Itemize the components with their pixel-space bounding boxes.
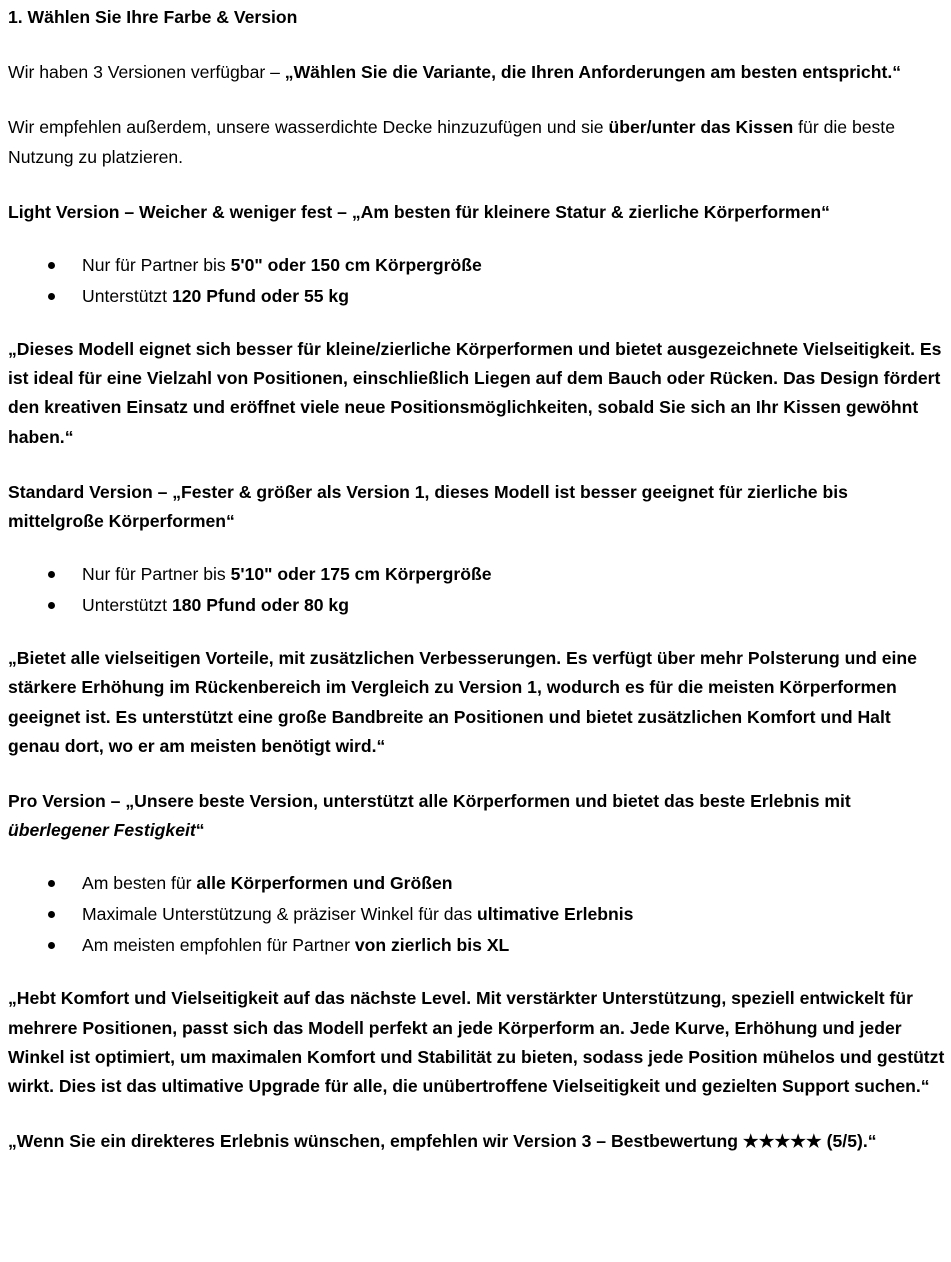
bold-text: 5'10" oder 175 cm Körpergröße (230, 564, 492, 585)
bold-text: 120 Pfund oder 55 kg (171, 286, 349, 307)
bold-text: „Dieses Modell eignet sich besser für kleine/zierliche Körperformen und bietet ausgezeichnete Vielseitigkeit. Es ist ideal für eine Vielzahl von Positionen, einschließlich Liegen auf dem Bauch oder Rücken. Das Design fördert den kreativen Einsatz und eröffnet viele neue Positionsmöglichkeiten, sobald Sie sich an Ihr Kissen gewöhnt haben.“ (8, 339, 942, 447)
bold-text: von zierlich bis XL (354, 935, 510, 956)
text-run: Unterstützt (82, 595, 172, 616)
list-item (82, 899, 945, 930)
bold-text: „Bietet alle vielseitigen Vorteile, mit zusätzlichen Verbesserungen. Es verfügt über mehr Polsterung und eine stärkere Erhöhung im Rückenbereich im Vergleich zu Version 1, wodurch es für die meisten Körperformen geeignet ist. Es unterstützt eine große Bandbreite an Positionen und bietet zusätzlichen Komfort und Halt genau dort, wo er am meisten benötigt wird.“ (8, 648, 917, 756)
paragraph (8, 478, 945, 536)
bold-text: alle Körperformen und Größen (196, 873, 453, 894)
paragraph (8, 984, 945, 1101)
bullet-list (8, 250, 945, 312)
list-item (82, 281, 945, 312)
paragraph (8, 335, 945, 452)
bold-text: überlegener Festigkeit (8, 820, 196, 841)
paragraph (8, 1127, 945, 1156)
list-item (82, 559, 945, 590)
text-run: Unterstützt (82, 286, 172, 307)
text-run: für die beste Nutzung zu platzieren. (8, 117, 895, 167)
text-run: Maximale Unterstützung & präziser Winkel für das (82, 904, 478, 925)
bold-text: „Hebt Komfort und Vielseitigkeit auf das nächste Level. Mit verstärkter Unterstützung, speziell entwickelt für mehrere Positionen, passt sich das Modell perfekt an jede Körperform an. Jede Kurve, Erhöhung und jeder Winkel ist optimiert, um maximalen Komfort und Stabilität zu bieten, sodass jede Position mühelos und gestützt wirkt. Dies ist das ultimative Upgrade für alle, die unübertroffene Vielseitigkeit und gezielten Support suchen.“ (8, 988, 945, 1097)
bold-text: Standard Version – „Fester & größer als Version 1, dieses Modell ist besser geeignet für zierliche bis mittelgroße Körperformen“ (8, 481, 848, 532)
list-item (82, 590, 945, 621)
list-item (82, 930, 945, 961)
list-item (82, 250, 945, 281)
bold-text: „Wenn Sie ein direkteres Erlebnis wünschen, empfehlen wir Version 3 – Bestbewertung ★★★★★ (5/5).“ (8, 1131, 877, 1152)
paragraph (8, 198, 945, 227)
bullet-list (8, 559, 945, 621)
paragraph (8, 58, 945, 87)
bold-text: Pro Version – „Unsere beste Version, unterstützt alle Körperformen und bietet das beste Erlebnis mit (8, 791, 851, 812)
text-run: Wir haben 3 Versionen verfügbar – (8, 62, 285, 83)
bold-text: 5'0" oder 150 cm Körpergröße (230, 255, 482, 276)
bold-text: 180 Pfund oder 80 kg (171, 595, 349, 616)
text-run: Wir empfehlen außerdem, unsere wasserdichte Decke hinzuzufügen und sie (8, 117, 609, 138)
bold-text: über/unter das Kissen (608, 117, 794, 138)
bold-text: 1. Wählen Sie Ihre Farbe & Version (8, 7, 298, 27)
section-heading (8, 3, 945, 32)
bold-text: Light Version – Weicher & weniger fest – „Am besten für kleinere Statur & zierliche Körperformen“ (8, 201, 830, 222)
text-run: Am meisten empfohlen für Partner (82, 935, 355, 956)
paragraph (8, 644, 945, 761)
paragraph (8, 787, 945, 845)
text-run: Nur für Partner bis (82, 564, 231, 585)
text-run: Nur für Partner bis (82, 255, 231, 276)
paragraph (8, 113, 945, 171)
bold-text: “ (195, 820, 205, 841)
list-item (82, 868, 945, 899)
bold-text: ultimative Erlebnis (477, 904, 634, 925)
bold-text: „Wählen Sie die Variante, die Ihren Anforderungen am besten entspricht.“ (284, 62, 902, 83)
bullet-list (8, 868, 945, 961)
text-run: Am besten für (82, 873, 197, 894)
